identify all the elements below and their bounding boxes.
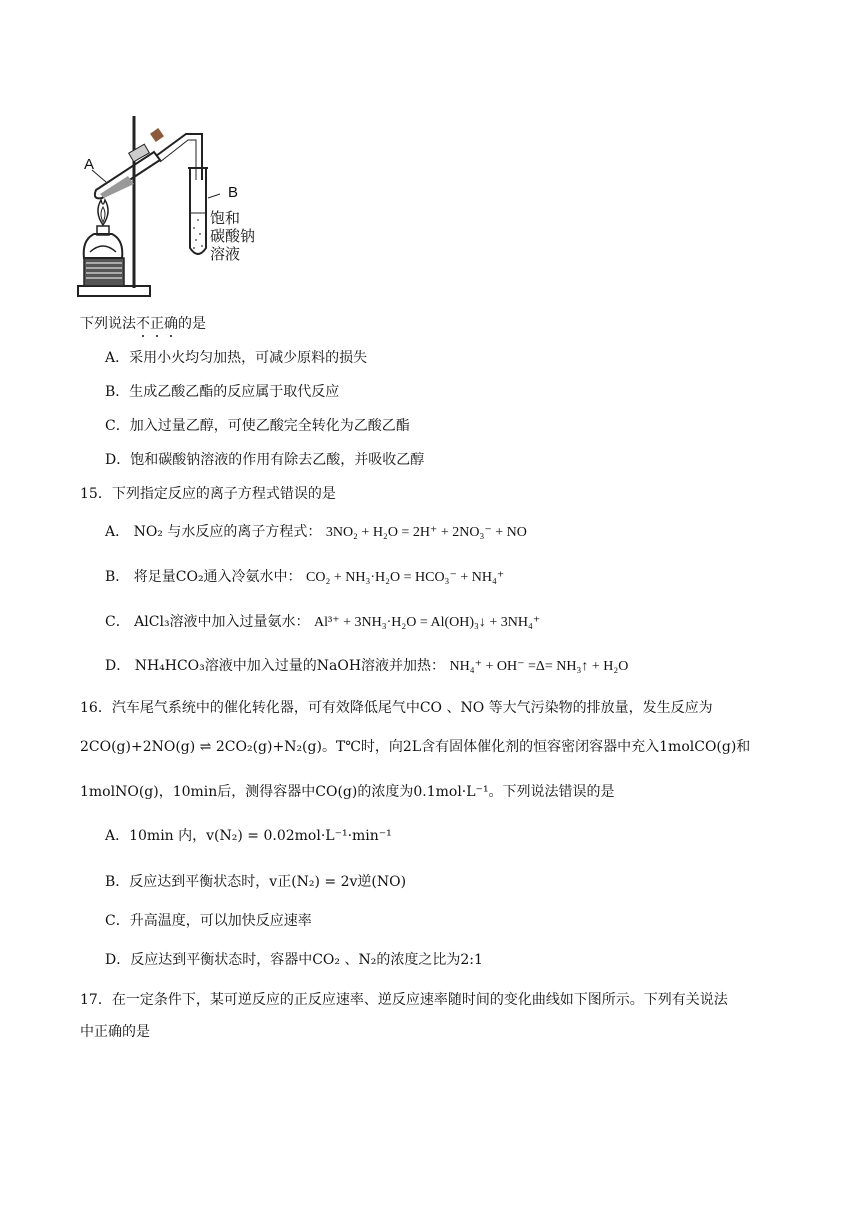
option-text: NH₄HCO₃溶液中加入过量的NaOH溶液并加热： bbox=[134, 658, 446, 674]
esterification-apparatus-diagram bbox=[70, 108, 280, 302]
q16-stem-line3: 1molNO(g)，10min后，测得容器中CO(g)的浓度为0.1mol·L⁻¹。下列说法错误的是 bbox=[80, 784, 615, 800]
q16-option-c: C．升高温度，可以加快反应速率 bbox=[105, 913, 312, 929]
q16-option-a: A．10min 内，v(N₂) = 0.02mol·L⁻¹·min⁻¹ bbox=[105, 828, 392, 844]
q14-stem-suffix: 的是 bbox=[178, 316, 206, 332]
q17-stem-line1: 17．在一定条件下，某可逆反应的正反应速率、逆反应速率随时间的变化曲线如下图所示。下列有关说法 bbox=[80, 992, 728, 1008]
q14-stem bbox=[80, 314, 206, 334]
q16-option-d: D．反应达到平衡状态时，容器中CO₂ 、N₂的浓度之比为2:1 bbox=[105, 952, 483, 968]
q16-stem-line1: 16．汽车尾气系统中的催化转化器，可有效降低尾气中CO 、NO 等大气污染物的排放量，发生反应为 bbox=[80, 700, 713, 716]
q14-stem-prefix: 下列说法 bbox=[80, 316, 136, 332]
ionic-equation: CO₂ + NH₃·H₂O = HCO₃⁻ + NH₄⁺ bbox=[306, 570, 505, 585]
q14-option-d: D．饱和碳酸钠溶液的作用有除去乙酸，并吸收乙醇 bbox=[105, 452, 425, 468]
option-letter: B． bbox=[105, 569, 130, 585]
q14-option-b: B．生成乙酸乙酯的反应属于取代反应 bbox=[105, 384, 340, 400]
label-a: A bbox=[84, 156, 95, 173]
option-text: NO₂ 与水反应的离子方程式： bbox=[133, 524, 322, 540]
q17-stem-line2: 中正确的是 bbox=[80, 1024, 150, 1040]
solution-label-line: 碳酸钠 bbox=[210, 228, 256, 245]
option-letter: A． bbox=[105, 524, 130, 540]
ionic-equation: 3NO₂ + H₂O = 2H⁺ + 2NO₃⁻ + NO bbox=[325, 525, 527, 540]
ionic-equation: NH₄⁺ + OH⁻ =Δ= NH₃↑ + H₂O bbox=[449, 659, 629, 674]
option-text: AlCl₃溶液中加入过量氨水： bbox=[134, 614, 310, 630]
q14-option-c: C．加入过量乙醇，可使乙酸完全转化为乙酸乙酯 bbox=[105, 418, 410, 434]
option-letter: D． bbox=[105, 658, 131, 674]
apparatus-figure bbox=[70, 108, 280, 302]
q16-option-b: B．反应达到平衡状态时，v正(N₂) = 2v逆(NO) bbox=[105, 874, 407, 890]
option-text: 将足量CO₂通入冷氨水中： bbox=[133, 569, 302, 585]
emphasis-char: 正 bbox=[150, 316, 164, 332]
emphasis-char: 不 bbox=[136, 316, 150, 332]
q15-option-b bbox=[105, 567, 504, 588]
q16-stem-line2: 2CO(g)+2NO(g) ⇌ 2CO₂(g)+N₂(g)。T℃时，向2L含有固体催化剂的恒容密闭容器中充入1molCO(g)和 bbox=[80, 739, 751, 755]
q14-option-a: A．采用小火均匀加热，可减少原料的损失 bbox=[105, 350, 368, 366]
solution-label-line: 饱和 bbox=[210, 210, 241, 227]
ionic-equation: Al³⁺ + 3NH₃·H₂O = Al(OH)₃↓ + 3NH₄⁺ bbox=[314, 615, 541, 630]
solution-label bbox=[210, 210, 255, 264]
q15-option-c bbox=[105, 612, 540, 633]
solution-label-line: 溶液 bbox=[210, 246, 241, 263]
option-letter: C． bbox=[105, 614, 130, 630]
emphasis-char: 确 bbox=[164, 316, 178, 332]
q15-option-a bbox=[105, 522, 527, 543]
label-b: B bbox=[228, 184, 239, 201]
q15-option-d bbox=[105, 656, 628, 677]
q15-stem: 15．下列指定反应的离子方程式错误的是 bbox=[80, 486, 336, 502]
